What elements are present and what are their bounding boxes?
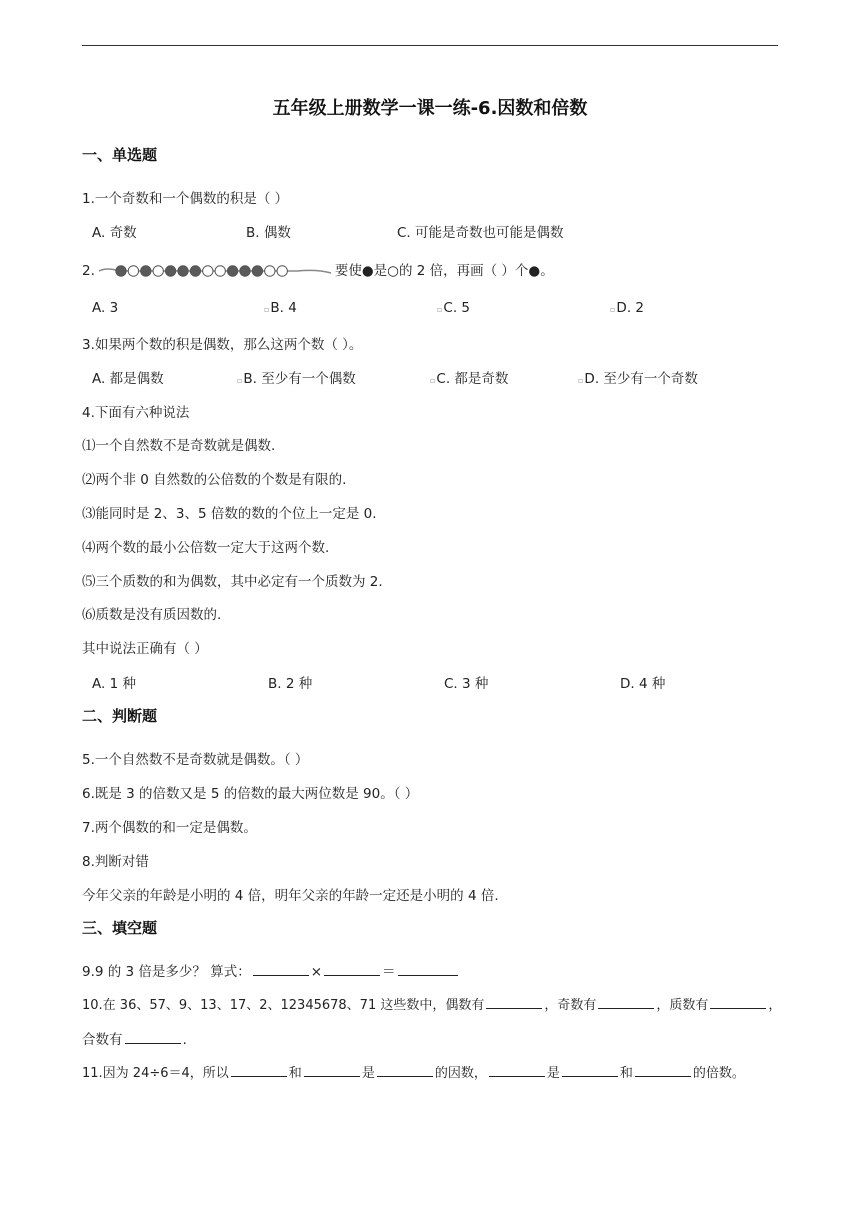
q11-text: 的倍数。: [692, 1066, 745, 1081]
answer-blank[interactable]: [398, 962, 458, 976]
answer-blank[interactable]: [598, 995, 654, 1009]
section-heading-fill-blank: 三、填空题: [82, 919, 158, 937]
filled-bead: [116, 266, 126, 276]
section-heading-true-false: 二、判断题: [82, 707, 158, 725]
filled-bead: [140, 266, 150, 276]
question-3-stem: 3.如果两个数的积是偶数，那么这两个数（ ）。: [82, 337, 363, 353]
filled-bead: [190, 266, 200, 276]
q4-statement-2: ⑵两个非 0 自然数的公倍数的个数是有限的.: [82, 472, 347, 488]
q10-text: .: [182, 1032, 187, 1048]
q1-option-b: B. 偶数: [246, 225, 291, 241]
header-rule: [82, 45, 778, 46]
bead-string-figure: [97, 263, 333, 279]
question-9: [82, 960, 460, 980]
question-7: 7.两个偶数的和一定是偶数。: [82, 820, 257, 836]
q11-text: 是: [546, 1066, 560, 1081]
q3-option-b-label: B. 至少有一个偶数: [243, 371, 356, 387]
option-marker-icon: ▫: [578, 376, 584, 385]
q1-option-c: C. 可能是奇数也可能是偶数: [397, 225, 564, 241]
q4-option-d: D. 4 种: [620, 676, 666, 692]
equals-sign: ＝: [382, 964, 396, 980]
q10-text: ，质数有: [656, 998, 709, 1013]
section-heading-single-choice: 一、单选题: [82, 146, 158, 164]
answer-blank[interactable]: [231, 1063, 287, 1077]
filled-bead: [240, 266, 250, 276]
hollow-bead: [202, 266, 212, 276]
q2-option-a: A. 3: [92, 300, 119, 316]
option-marker-icon: ▫: [264, 305, 270, 314]
q3-option-a: A. 都是偶数: [92, 371, 164, 387]
q2-number: 2.: [82, 263, 95, 279]
q4-option-c: C. 3 种: [444, 676, 489, 692]
question-5: 5.一个自然数不是奇数就是偶数。（ ）: [82, 752, 309, 768]
answer-blank[interactable]: [635, 1063, 691, 1077]
q11-text: 是: [361, 1066, 375, 1081]
page-title: 五年级上册数学一课一练-6.因数和倍数: [272, 98, 588, 119]
q3-option-d-label: D. 至少有一个奇数: [584, 371, 698, 387]
hollow-bead: [128, 266, 138, 276]
answer-blank[interactable]: [304, 1063, 360, 1077]
question-2-stem: [82, 259, 554, 279]
q4-statement-1: ⑴一个自然数不是奇数就是偶数.: [82, 438, 276, 454]
q11-text: 和: [288, 1066, 302, 1081]
q1-option-a: A. 奇数: [92, 225, 137, 241]
answer-blank[interactable]: [489, 1063, 545, 1077]
q10-text: 合数有: [82, 1032, 123, 1048]
hollow-bead: [277, 266, 287, 276]
question-1-stem: 1.一个奇数和一个偶数的积是（ ）: [82, 191, 289, 207]
q10-text: 10.在 36、57、9、13、17、2、12345678、71 这些数中，偶数有: [82, 998, 485, 1013]
answer-blank[interactable]: [253, 962, 309, 976]
answer-blank[interactable]: [562, 1063, 618, 1077]
q3-option-b: [237, 367, 356, 387]
q4-statement-5: ⑸三个质数的和为偶数，其中必定有一个质数为 2.: [82, 574, 383, 590]
q2-option-b-label: B. 4: [270, 300, 297, 316]
q11-text: 11.因为 24÷6＝4，所以: [82, 1066, 229, 1081]
question-6: 6.既是 3 的倍数又是 5 的倍数的最大两位数是 90。（ ）: [82, 786, 419, 802]
hollow-bead: [153, 266, 163, 276]
question-8-stem: 8.判断对错: [82, 854, 149, 870]
q2-option-d-label: D. 2: [616, 300, 644, 316]
filled-bead: [165, 266, 175, 276]
q9-text: 9.9 的 3 倍是多少？ 算式：: [82, 964, 251, 980]
q2-option-c-label: C. 5: [443, 300, 471, 316]
filled-bead: [227, 266, 237, 276]
question-4-stem: 4.下面有六种说法: [82, 405, 190, 421]
q4-statement-4: ⑷两个数的最小公倍数一定大于这两个数.: [82, 540, 330, 556]
option-marker-icon: ▫: [610, 305, 616, 314]
option-marker-icon: ▫: [430, 376, 436, 385]
q4-statement-6: ⑹质数是没有质因数的.: [82, 607, 222, 623]
answer-blank[interactable]: [486, 995, 542, 1009]
q3-option-c-label: C. 都是奇数: [436, 371, 509, 387]
filled-bead: [252, 266, 262, 276]
q4-option-a: A. 1 种: [92, 676, 136, 692]
answer-blank[interactable]: [324, 962, 380, 976]
q2-stem-text: 要使●是○的 2 倍，再画（ ）个●。: [334, 263, 554, 279]
q3-option-c: [430, 367, 508, 387]
filled-bead: [178, 266, 188, 276]
q10-text: ，: [768, 998, 782, 1013]
times-sign: ×: [310, 964, 323, 980]
answer-blank[interactable]: [125, 1030, 181, 1044]
answer-blank[interactable]: [377, 1063, 433, 1077]
question-8-body: 今年父亲的年龄是小明的 4 倍，明年父亲的年龄一定还是小明的 4 倍.: [82, 888, 499, 904]
hollow-bead: [264, 266, 274, 276]
q3-option-d: [578, 367, 698, 387]
q11-text: 和: [619, 1066, 633, 1081]
q4-statement-3: ⑶能同时是 2、3、5 倍数的数的个位上一定是 0.: [82, 506, 377, 522]
option-marker-icon: ▫: [437, 305, 443, 314]
q11-text: 的因数，: [434, 1066, 487, 1081]
option-marker-icon: ▫: [237, 376, 243, 385]
question-11: [82, 1062, 745, 1081]
q2-option-b: [264, 300, 297, 316]
q4-ask: 其中说法正确有（ ）: [82, 641, 208, 657]
q4-option-b: B. 2 种: [268, 676, 313, 692]
question-10-line-1: [82, 994, 781, 1013]
question-10-line-2: [82, 1028, 187, 1048]
answer-blank[interactable]: [710, 995, 766, 1009]
q2-option-c: [437, 300, 470, 316]
q10-text: ，奇数有: [544, 998, 597, 1013]
q2-option-d: [610, 300, 644, 316]
hollow-bead: [215, 266, 225, 276]
